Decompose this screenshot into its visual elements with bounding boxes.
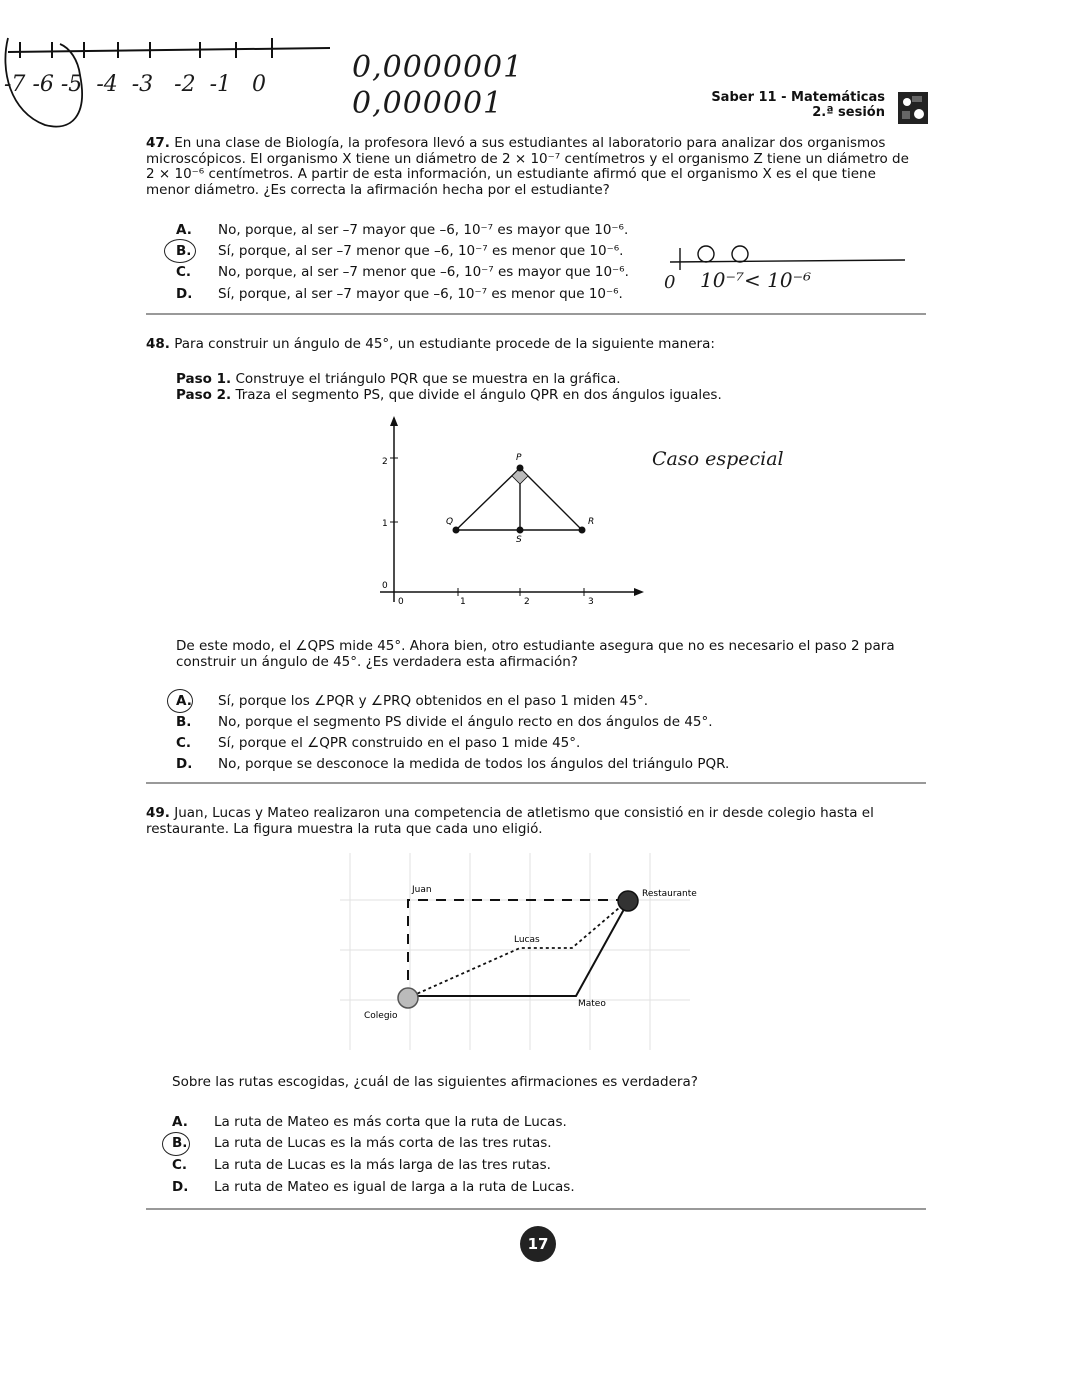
q49-option-c[interactable]	[172, 1157, 632, 1173]
label-q: Q	[446, 517, 454, 527]
label-mateo: Mateo	[578, 999, 606, 1009]
option-text: No, porque, al ser –7 menor que –6, 10⁻⁷ es mayor que 10⁻⁶.	[218, 264, 629, 280]
x-tick: 2	[524, 597, 530, 607]
nl-label: -5	[60, 72, 83, 97]
q48-step2	[176, 388, 722, 404]
y-tick: 1	[382, 519, 388, 529]
nl-label: -3	[131, 72, 154, 97]
q48-step1	[176, 372, 621, 388]
answer-circle-mark	[162, 1132, 190, 1156]
q48-number: 48.	[146, 336, 170, 352]
q49-text: Juan, Lucas y Mateo realizaron una competencia de atletismo que consistió en ir desde colegio hasta el restaurante. La figura muestra la ruta que cada uno eligió.	[146, 805, 874, 837]
q47-statement	[146, 136, 920, 198]
q48-intro-text: Para construir un ángulo de 45°, un estudiante procede de la siguiente manera:	[174, 336, 715, 352]
point-q	[453, 527, 460, 534]
q47-text: En una clase de Biología, la profesora llevó a sus estudiantes al laboratorio para analizar dos organismos microscópicos. El organismo X tiene un diámetro de 2 × 10⁻⁷ centímetros y el organismo Z tiene un diámetro de 2 × 10⁻⁶ centímetros. A partir de esta información, un estudiante afirmó que el organismo X es el que tiene menor diámetro. ¿Es correcta la afirmación hecha por el estudiante?	[146, 135, 909, 198]
option-letter: D.	[172, 1179, 189, 1195]
q49-option-b[interactable]	[172, 1135, 632, 1151]
point-p	[517, 465, 524, 472]
option-text: Sí, porque, al ser –7 mayor que –6, 10⁻⁷ es menor que 10⁻⁶.	[218, 286, 623, 302]
step-text: Traza el segmento PS, que divide el ángulo QPR en dos ángulos iguales.	[235, 387, 722, 403]
option-text: Sí, porque, al ser –7 menor que –6, 10⁻⁷ es menor que 10⁻⁶.	[218, 243, 624, 259]
q48-option-c[interactable]	[176, 735, 776, 751]
q47-option-d[interactable]	[176, 286, 636, 302]
option-text: Sí, porque los ∠PQR y ∠PRQ obtenidos en el paso 1 miden 45°.	[218, 693, 649, 709]
label-restaurante: Restaurante	[642, 889, 697, 899]
option-text: Sí, porque el ∠QPR construido en el paso 1 mide 45°.	[218, 735, 581, 751]
handwritten-comparison: 10⁻⁷< 10⁻⁶	[700, 268, 812, 292]
nl-label: -7	[4, 72, 26, 97]
header-title	[711, 90, 885, 120]
q47-option-a[interactable]	[176, 222, 636, 238]
q47-option-b[interactable]	[176, 243, 636, 259]
nl-label: -4	[96, 72, 118, 97]
number-line-labels	[4, 72, 266, 97]
label-colegio: Colegio	[364, 1011, 398, 1021]
nl-label: 0	[252, 72, 267, 97]
handwritten-decimal-1: 0,0000001	[352, 50, 524, 85]
restaurante-marker	[618, 891, 638, 911]
divider	[146, 782, 926, 784]
q48-option-a[interactable]	[176, 693, 776, 709]
option-letter: A.	[172, 1114, 188, 1130]
option-letter: A.	[176, 222, 192, 238]
label-s: S	[516, 535, 522, 545]
option-text: La ruta de Mateo es más corta que la ruta de Lucas.	[214, 1114, 567, 1130]
q49-statement	[146, 806, 920, 837]
header-subject: Saber 11 - Matemáticas	[711, 90, 885, 105]
option-text: La ruta de Lucas es la más larga de las tres rutas.	[214, 1157, 551, 1173]
colegio-marker	[398, 988, 418, 1008]
option-text: No, porque el segmento PS divide el ángulo recto en dos ángulos de 45°.	[218, 714, 713, 730]
logo-icon	[898, 92, 928, 124]
triangle-graph	[360, 410, 660, 620]
q48-question: De este modo, el ∠QPS mide 45°. Ahora bien, otro estudiante asegura que no es necesario el paso 2 para construir un ángulo de 45°. ¿Es verdadera esta afirmación?	[176, 638, 895, 670]
handwritten-note: Caso especial	[652, 448, 784, 470]
divider	[146, 313, 926, 315]
option-letter: C.	[176, 264, 192, 280]
answer-circle-mark	[164, 239, 196, 263]
option-text: No, porque, al ser –7 mayor que –6, 10⁻⁷ es mayor que 10⁻⁶.	[218, 222, 629, 238]
option-letter: B.	[176, 243, 192, 259]
option-letter: B.	[172, 1135, 188, 1151]
q48-option-d[interactable]	[176, 756, 776, 772]
q48-option-b[interactable]	[176, 714, 776, 730]
header-session: 2.ª sesión	[812, 105, 885, 120]
y-tick: 2	[382, 457, 388, 467]
step-text: Construye el triángulo PQR que se muestra en la gráfica.	[235, 371, 621, 387]
point-r	[579, 527, 586, 534]
y-tick: 0	[382, 581, 388, 591]
label-juan: Juan	[412, 885, 432, 895]
step-label: Paso 1.	[176, 371, 232, 387]
option-text: La ruta de Mateo es igual de larga a la ruta de Lucas.	[214, 1179, 575, 1195]
label-r: R	[588, 517, 595, 527]
answer-circle-mark	[167, 689, 193, 713]
q47-number: 47.	[146, 135, 170, 151]
label-p: P	[516, 453, 522, 463]
x-tick: 0	[398, 597, 404, 607]
handwritten-zero: 0	[664, 272, 676, 293]
option-text: La ruta de Lucas es la más corta de las tres rutas.	[214, 1135, 552, 1151]
handwritten-decimal-2: 0,000001	[352, 86, 504, 121]
x-tick: 3	[588, 597, 594, 607]
nl-label: -6	[32, 72, 54, 97]
option-letter: C.	[176, 735, 192, 751]
q49-option-a[interactable]	[172, 1114, 632, 1130]
option-letter: C.	[172, 1157, 188, 1173]
nl-label: -1	[209, 72, 232, 97]
x-tick: 1	[460, 597, 466, 607]
q49-option-d[interactable]	[172, 1179, 632, 1195]
q49-question: Sobre las rutas escogidas, ¿cuál de las siguientes afirmaciones es verdadera?	[172, 1074, 698, 1090]
option-letter: D.	[176, 286, 193, 302]
option-text: No, porque se desconoce la medida de todos los ángulos del triángulo PQR.	[218, 756, 730, 772]
option-letter: D.	[176, 756, 193, 772]
divider	[146, 1208, 926, 1210]
nl-label: -2	[174, 72, 196, 97]
q49-number: 49.	[146, 805, 170, 821]
q48-intro	[146, 337, 920, 353]
q47-option-c[interactable]	[176, 264, 636, 280]
step-label: Paso 2.	[176, 387, 232, 403]
label-lucas: Lucas	[514, 935, 540, 945]
route-map	[340, 850, 700, 1055]
option-letter: A.	[176, 693, 192, 709]
page-number: 17	[520, 1226, 556, 1262]
option-letter: B.	[176, 714, 192, 730]
point-s	[517, 527, 524, 534]
